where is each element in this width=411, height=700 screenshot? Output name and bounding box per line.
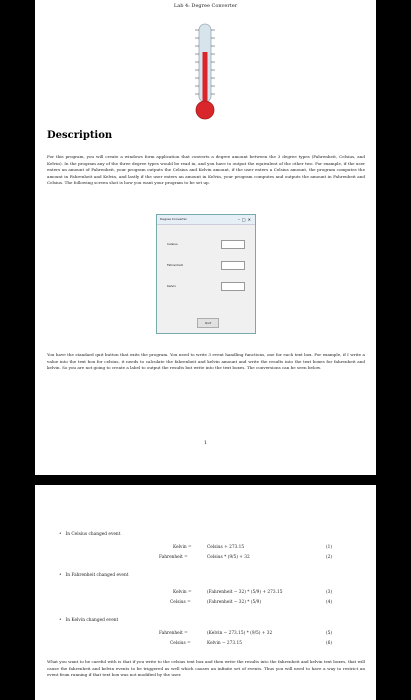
equation-lhs: Fahrenheit = xyxy=(159,631,188,636)
equation-rhs: Celsius + 273.15 xyxy=(207,545,245,550)
equation-number: (5) xyxy=(326,631,333,636)
description-paragraph: For this program, you will create a windows form application that converts a degree amount between the 3 degree types (Fahrenheit, Celsius, and Kelvin). In the program any of the three degree types would be read in, and you have to output the equivalent of the other two. For example, if the user enters an amount of Fahrenheit, your program outputs the Celsius and Kelvin amount, if the user enters a Celsius amount, the program computes the amount in Fahrenheit and Kelvin, and lastly if the user enters an amount in Kelvin, your program computes and outputs the amount in Fahrenheit and Celsius. The following screen shot is how you want your program to be set up. xyxy=(47,154,365,185)
equation-number: (2) xyxy=(326,555,333,560)
form-title: Degree Converter xyxy=(160,217,187,221)
equation-lhs: Celsius = xyxy=(170,641,191,646)
celsius-label: Celsius xyxy=(167,242,178,246)
fahrenheit-textbox xyxy=(221,261,245,270)
description-paragraph-2: You have the standard quit button that exits the program. You need to write 3 event handling functions, one for each text box. For example, if I write a value into the text box for celsius, it needs to calculate the fahrenheit and kelvin amount and write the results into the text boxes for fahrenheit and kelvin. So you are not going to create a label to output the results but write into the text boxes. The conversions can be seen below. xyxy=(47,352,365,370)
equation-lhs: Fahrenheit = xyxy=(159,555,188,560)
equation-lhs: Kelvin = xyxy=(173,590,192,595)
window-controls-icon: –□✕ xyxy=(237,217,253,222)
page-number: 1 xyxy=(203,440,208,446)
bullet-fahrenheit: • In Fahrenheit changed event xyxy=(59,573,128,578)
equation-lhs: Kelvin = xyxy=(173,545,192,550)
thermometer-icon xyxy=(185,22,225,122)
equation-rhs: Kelvin − 273.15 xyxy=(207,641,242,646)
celsius-textbox xyxy=(221,240,245,249)
equation-number: (4) xyxy=(326,600,333,605)
equation-rhs: (Fahrenheit − 32) * (5/9) + 273.15 xyxy=(207,590,283,595)
closing-paragraph: What you want to be careful with is that if you write to the celsius text box and then write the results into the fahrenheit and kelvin text boxes, that will cause the fahrenheit and kelvin events to be triggered as well which causes an infinite set of events. Thus you will need to have a way to restrict an event from running if that text box was not modified by the user. xyxy=(47,659,365,677)
bullet-kelvin: • In Kelvin changed event xyxy=(59,618,118,623)
fahrenheit-label: Fahrenheit xyxy=(167,263,183,267)
equation-lhs: Celsius = xyxy=(170,600,191,605)
document-title: Lab 4: Degree Converter xyxy=(173,3,238,9)
document-page-1 xyxy=(35,0,376,475)
equation-rhs: (Kelvin − 273.15) * (9/5) + 32 xyxy=(207,631,273,636)
equation-rhs: (Fahrenheit − 32) * (5/9) xyxy=(207,600,262,605)
form-title-bar xyxy=(157,215,255,225)
quit-button: Quit xyxy=(197,318,219,328)
equation-number: (1) xyxy=(326,545,333,550)
equation-number: (6) xyxy=(326,641,333,646)
bullet-celsius: • In Celsius changed event xyxy=(59,532,120,537)
equation-number: (3) xyxy=(326,590,333,595)
form-screenshot xyxy=(156,214,256,334)
equation-rhs: Celsius * (9/5) + 32 xyxy=(207,555,250,560)
section-heading: Description xyxy=(47,130,113,141)
kelvin-textbox xyxy=(221,282,245,291)
document-page-2 xyxy=(35,485,376,700)
kelvin-label: Kelvin xyxy=(167,284,177,288)
